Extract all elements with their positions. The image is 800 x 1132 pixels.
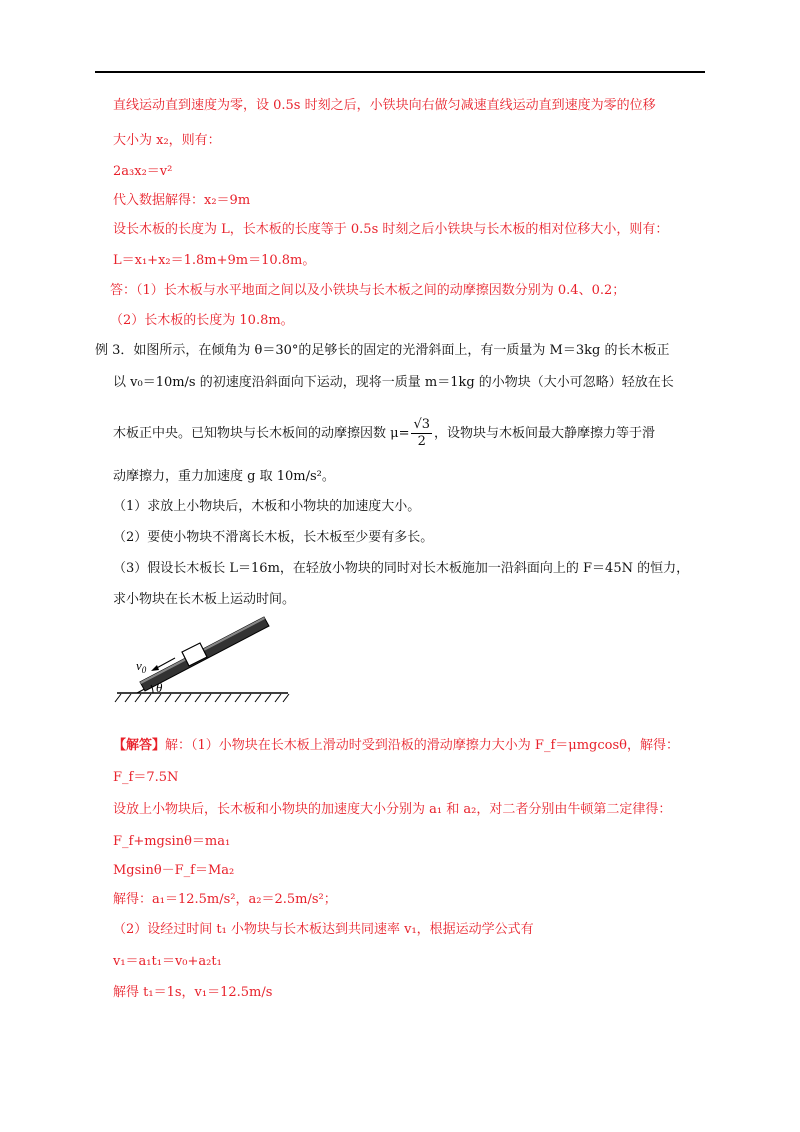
header-rule — [95, 71, 705, 73]
example-line-3-b: ，设物块与木板间最大静摩擦力等于滑 — [434, 426, 656, 441]
example-line-4: 动摩擦力，重力加速度 g 取 10m/s²。 — [113, 469, 335, 484]
solution-line-a8: v₁＝a₁t₁＝v₀+a₂t₁ — [113, 954, 222, 969]
example-line-2: 以 v₀＝10m/s 的初速度沿斜面向下运动，现将一质量 m＝1kg 的小物块（大小可忽略）轻放在长 — [113, 375, 674, 390]
ground-hatching — [115, 694, 289, 702]
solution-line-a1: 解：（1）小物块在长木板上滑动时受到沿板的滑动摩擦力大小为 F_f＝μmgcosθ，解得： — [165, 738, 679, 753]
example-line-3-a: 木板正中央。已知物块与长木板间的动摩擦因数 μ= — [113, 426, 410, 441]
solution-line-4: 代入数据解得：x₂＝9m — [113, 193, 251, 208]
question-4: 求小物块在长木板上运动时间。 — [113, 592, 296, 607]
theta-label: θ — [156, 680, 163, 695]
mu-denominator: 2 — [417, 434, 426, 449]
solution-line-3: 2a₃x₂＝v² — [113, 164, 173, 179]
solution-line-a2: F_f＝7.5N — [113, 770, 179, 785]
mu-fraction — [411, 417, 432, 450]
solution-line-a5: Mgsinθ－F_f＝Ma₂ — [113, 863, 235, 878]
solution-tag: 【解答】 — [113, 738, 166, 753]
question-3: （3）假设长木板长 L＝16m，在轻放小物块的同时对长木板施加一沿斜面向上的 F＝45N 的恒力， — [113, 561, 690, 576]
solution-start — [113, 737, 679, 755]
solution-line-a6: 解得：a₁＝12.5m/s²，a₂＝2.5m/s²； — [113, 892, 337, 907]
example-line-3 — [113, 416, 655, 452]
solution-line-1: 直线运动直到速度为零，设 0.5s 时刻之后，小铁块向右做匀减速直线运动直到速度为零的位移 — [113, 98, 656, 113]
solution-line-a9: 解得 t₁＝1s，v₁＝12.5m/s — [113, 985, 273, 1000]
solution-line-a4: F_f+mgsinθ＝ma₁ — [113, 834, 231, 849]
question-1: （1）求放上小物块后，木板和小物块的加速度大小。 — [113, 499, 421, 514]
velocity-arrowhead — [151, 665, 159, 671]
solution-line-a3: 设放上小物块后，长木板和小物块的加速度大小分别为 a₁ 和 a₂，对二者分别由牛顿第二定律得： — [113, 802, 672, 817]
example-line-1: 例 3．如图所示，在倾角为 θ＝30°的足够长的固定的光滑斜面上，有一质量为 M＝3kg 的长木板正 — [95, 343, 670, 358]
solution-line-2: 大小为 x₂，则有： — [113, 133, 221, 148]
solution-line-6: L＝x₁+x₂＝1.8m+9m＝10.8m。 — [113, 253, 316, 268]
solution-line-a7: （2）设经过时间 t₁ 小物块与长木板达到共同速率 v₁，根据运动学公式有 — [113, 922, 534, 937]
mu-numerator: √3 — [413, 417, 431, 432]
solution-line-5: 设长木板的长度为 L，长木板的长度等于 0.5s 时刻之后小铁块与长木板的相对位移大小，则有： — [113, 222, 669, 237]
question-2: （2）要使小物块不滑离长木板，长木板至少要有多长。 — [113, 530, 434, 545]
velocity-label: $v_0$ — [136, 658, 147, 675]
incline-figure — [113, 612, 293, 704]
answer-line-1: 答：（1）长木板与水平地面之间以及小铁块与长木板之间的动摩擦因数分别为 0.4、0.2； — [110, 283, 626, 298]
answer-line-2: （2）长木板的长度为 10.8m。 — [110, 313, 294, 328]
